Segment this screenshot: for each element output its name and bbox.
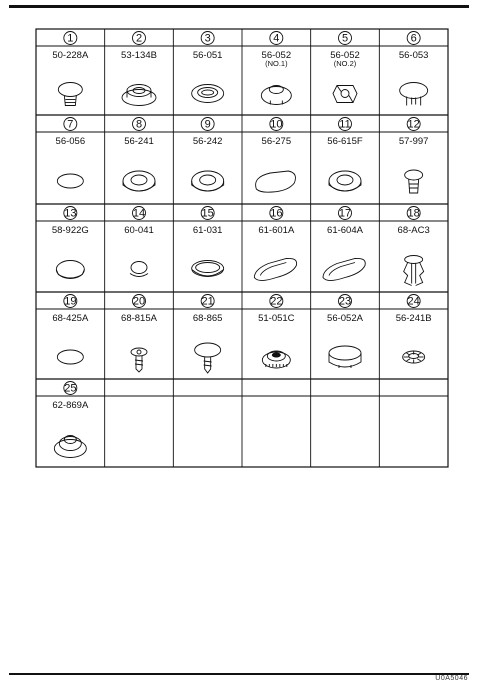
part-number bbox=[270, 32, 283, 45]
part-cell bbox=[327, 118, 363, 192]
part-cell bbox=[52, 295, 89, 365]
part-code: 51-051C bbox=[258, 313, 295, 324]
svg-text:25: 25 bbox=[64, 382, 77, 395]
dome-plug-icon bbox=[261, 86, 291, 105]
svg-text:18: 18 bbox=[407, 207, 420, 220]
flat-plug-icon bbox=[57, 174, 83, 188]
part-cell bbox=[398, 207, 430, 286]
svg-text:20: 20 bbox=[132, 295, 146, 308]
part-code: 57-997 bbox=[398, 136, 429, 147]
ribbed-grommet-icon bbox=[262, 351, 290, 368]
part-cell bbox=[396, 295, 432, 364]
screw-clip-icon bbox=[131, 348, 147, 372]
part-cell bbox=[399, 32, 429, 106]
part-cell bbox=[192, 118, 224, 192]
tree-clip-icon bbox=[404, 256, 424, 286]
part-cell bbox=[121, 295, 158, 373]
part-number bbox=[339, 118, 352, 131]
svg-text:1: 1 bbox=[67, 32, 74, 45]
svg-text:5: 5 bbox=[341, 32, 349, 45]
svg-text:8: 8 bbox=[135, 118, 143, 131]
part-number bbox=[407, 118, 420, 131]
part-cell bbox=[261, 32, 291, 105]
part-code: 56-275 bbox=[261, 136, 292, 147]
ring-grommet-icon bbox=[329, 171, 361, 191]
long-plug-icon bbox=[323, 258, 365, 280]
part-number bbox=[339, 32, 352, 45]
svg-text:2: 2 bbox=[135, 32, 143, 45]
part-cell bbox=[124, 207, 154, 277]
part-code: 61-031 bbox=[192, 225, 223, 236]
part-cell bbox=[52, 32, 89, 106]
part-code: 56-615F bbox=[327, 136, 363, 147]
flat-plug-icon bbox=[57, 350, 83, 364]
part-number bbox=[339, 207, 352, 220]
svg-text:10: 10 bbox=[270, 118, 283, 131]
part-note: (NO.2) bbox=[333, 59, 357, 68]
part-cell bbox=[323, 207, 365, 281]
svg-text:9: 9 bbox=[204, 118, 211, 131]
part-code: 50-228A bbox=[52, 50, 89, 61]
svg-text:17: 17 bbox=[338, 207, 352, 220]
part-cell bbox=[193, 295, 223, 374]
part-number bbox=[133, 32, 146, 45]
svg-text:24: 24 bbox=[407, 295, 420, 308]
part-code: 56-053 bbox=[398, 50, 429, 61]
push-rivet-icon bbox=[405, 170, 423, 193]
long-plug-icon bbox=[254, 258, 296, 280]
part-number bbox=[64, 382, 77, 395]
part-number bbox=[339, 295, 352, 308]
star-clip-icon bbox=[403, 351, 425, 363]
cap-plug-icon bbox=[56, 261, 84, 279]
part-note: (NO.1) bbox=[265, 59, 288, 68]
round-clip-icon bbox=[400, 83, 428, 106]
part-code: 53-134B bbox=[121, 50, 157, 61]
part-number bbox=[407, 32, 420, 45]
svg-text:15: 15 bbox=[201, 207, 214, 220]
mushroom-clip-icon bbox=[58, 83, 82, 106]
bottom-rule bbox=[9, 673, 469, 675]
oval-plug-icon bbox=[256, 171, 296, 192]
part-code: 56-052 bbox=[261, 50, 292, 61]
cylinder-cap-icon bbox=[329, 346, 361, 368]
part-cell bbox=[327, 295, 364, 369]
part-code: 60-041 bbox=[124, 225, 154, 236]
svg-text:23: 23 bbox=[338, 295, 352, 308]
part-number bbox=[201, 32, 214, 45]
grommet-ring-icon bbox=[122, 85, 156, 106]
svg-text:6: 6 bbox=[410, 32, 417, 45]
part-code: 68-865 bbox=[192, 313, 223, 324]
part-number bbox=[407, 295, 420, 308]
part-cell bbox=[258, 295, 295, 369]
part-code: 56-052A bbox=[327, 313, 363, 324]
part-code: 61-604A bbox=[327, 225, 363, 236]
part-code: 56-241 bbox=[124, 136, 154, 147]
svg-text:16: 16 bbox=[270, 207, 283, 220]
part-code: 56-056 bbox=[55, 136, 86, 147]
part-code: 61-601A bbox=[258, 225, 295, 236]
part-code: 56-051 bbox=[192, 50, 223, 61]
part-number bbox=[133, 207, 146, 220]
part-number bbox=[64, 295, 77, 308]
part-cell bbox=[254, 207, 296, 281]
part-cell bbox=[123, 118, 155, 192]
ring-grommet-icon bbox=[192, 171, 224, 191]
part-number bbox=[270, 207, 283, 220]
part-number bbox=[64, 32, 77, 45]
part-number bbox=[64, 207, 77, 220]
svg-text:22: 22 bbox=[270, 295, 283, 308]
part-number bbox=[133, 295, 146, 308]
part-code: 56-052 bbox=[330, 50, 360, 61]
part-number bbox=[407, 207, 420, 220]
part-number bbox=[270, 118, 283, 131]
part-cell bbox=[56, 118, 86, 189]
part-cell bbox=[52, 207, 89, 279]
part-cell bbox=[399, 118, 429, 194]
part-code: 56-241B bbox=[395, 313, 432, 324]
svg-text:11: 11 bbox=[339, 118, 351, 131]
part-cell bbox=[121, 32, 157, 106]
part-cell bbox=[52, 382, 89, 458]
part-number bbox=[201, 295, 214, 308]
part-code: 62-869A bbox=[52, 400, 89, 411]
screw-rivet-icon bbox=[195, 343, 221, 373]
oval-grommet-icon bbox=[192, 85, 224, 103]
part-cell bbox=[192, 32, 224, 103]
part-cell bbox=[256, 118, 296, 193]
clip-nut-icon bbox=[333, 86, 357, 103]
part-number bbox=[133, 118, 146, 131]
svg-text:13: 13 bbox=[64, 207, 77, 220]
wide-cap-icon bbox=[192, 261, 224, 277]
stepped-dome-icon bbox=[54, 436, 86, 458]
part-cell bbox=[330, 32, 360, 103]
svg-text:14: 14 bbox=[132, 207, 146, 220]
part-code: 56-242 bbox=[192, 136, 223, 147]
part-code: 68-AC3 bbox=[397, 225, 430, 236]
svg-text:7: 7 bbox=[67, 118, 74, 131]
part-number bbox=[270, 295, 283, 308]
part-code: 68-815A bbox=[121, 313, 157, 324]
svg-text:12: 12 bbox=[407, 118, 420, 131]
svg-text:19: 19 bbox=[64, 295, 77, 308]
small-cap-icon bbox=[130, 262, 148, 277]
svg-text:4: 4 bbox=[273, 32, 280, 45]
part-cell bbox=[192, 207, 224, 277]
part-number bbox=[201, 118, 214, 131]
footer-code: U0A5046 bbox=[435, 675, 468, 682]
part-number bbox=[64, 118, 77, 131]
part-number bbox=[201, 207, 214, 220]
part-code: 68-425A bbox=[52, 313, 89, 324]
svg-text:21: 21 bbox=[201, 295, 214, 308]
svg-text:3: 3 bbox=[204, 32, 211, 45]
ring-grommet-icon bbox=[123, 171, 155, 191]
part-code: 58-922G bbox=[51, 225, 89, 236]
